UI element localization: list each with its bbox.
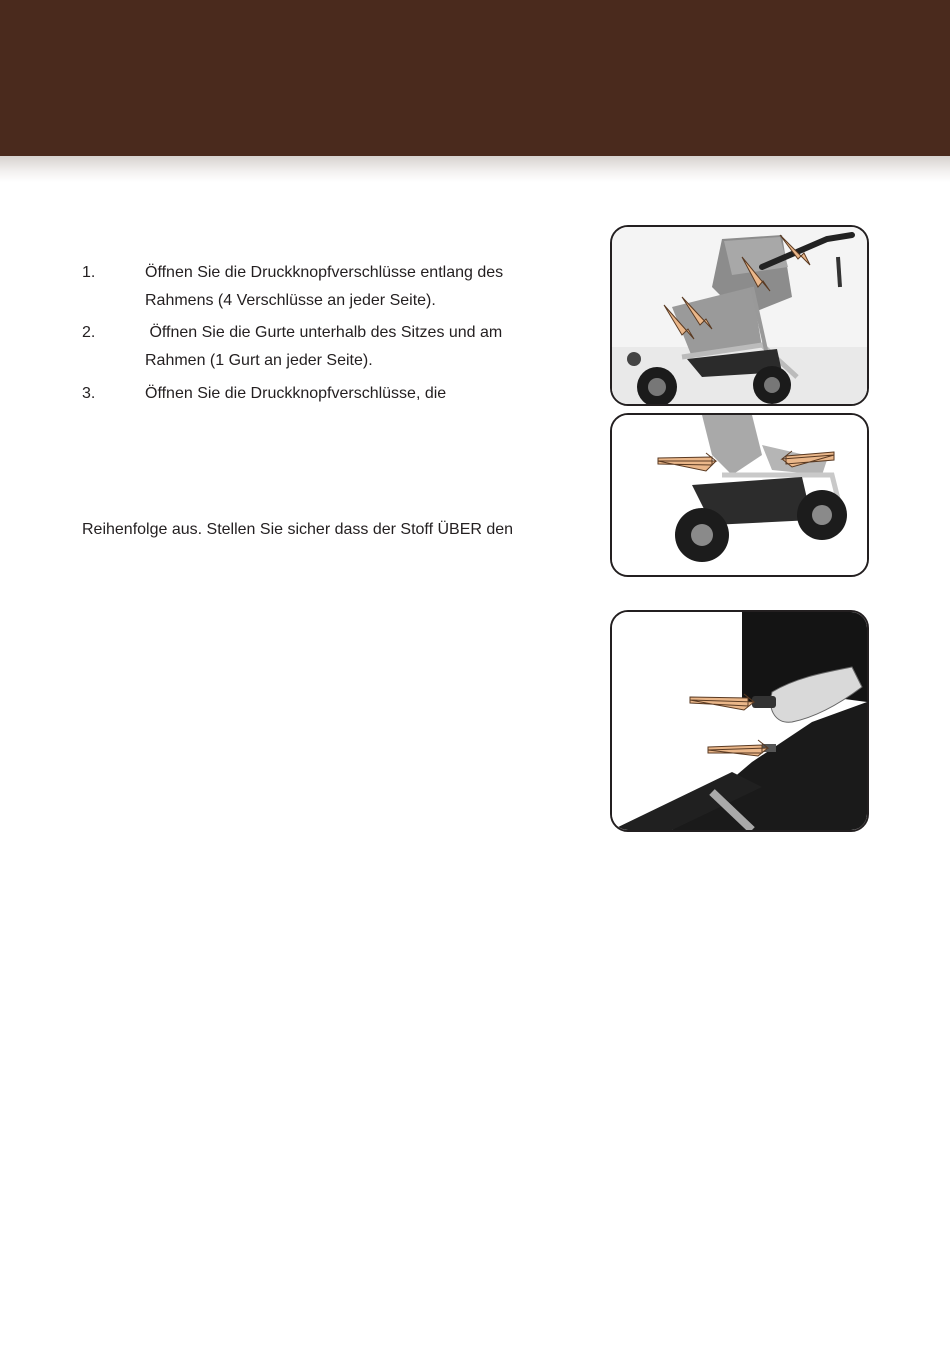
stroller-frame-photo	[610, 413, 869, 577]
step-number: 2.	[82, 324, 96, 341]
stroller-side-photo	[610, 225, 869, 406]
instruction-paragraph: Reihenfolge aus. Stellen Sie sicher dass der Stoff ÜBER den	[82, 521, 514, 538]
step-text-line: Öffnen Sie die Druckknopfverschlüsse, die	[145, 385, 447, 402]
step-text-line: Öffnen Sie die Gurte unterhalb des Sitzes und am	[145, 324, 503, 341]
strap-closeup-photo	[610, 610, 869, 832]
header-shadow	[0, 156, 950, 182]
step-text-line: Rahmens (4 Verschlüsse an jeder Seite).	[145, 292, 436, 309]
step-number: 1.	[82, 264, 96, 281]
header-band	[0, 0, 950, 156]
step-number: 3.	[82, 385, 96, 402]
step-text-line: Öffnen Sie die Druckknopfverschlüsse entlang des	[145, 264, 504, 281]
step-text-line: Rahmen (1 Gurt an jeder Seite).	[145, 352, 373, 369]
